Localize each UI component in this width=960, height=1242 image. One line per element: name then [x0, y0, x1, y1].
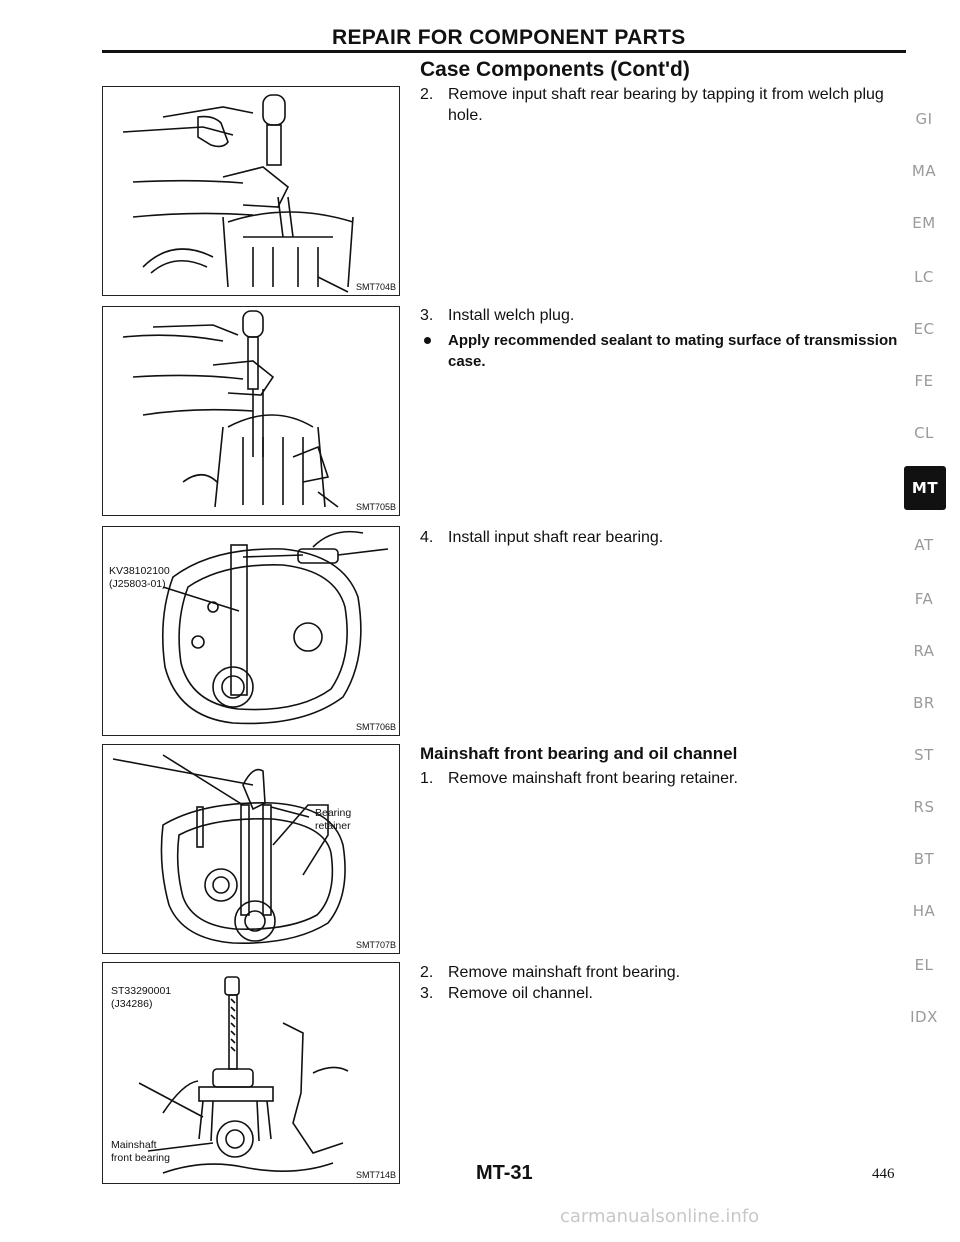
step-number: 4.	[420, 529, 434, 546]
tool-code: KV38102100	[109, 565, 170, 577]
bullet-text: Apply recommended sealant to mating surface of transmission case.	[448, 332, 898, 370]
tab-em[interactable]: EM	[912, 214, 936, 232]
tab-el[interactable]: EL	[914, 956, 934, 974]
tab-ec[interactable]: EC	[913, 320, 935, 338]
tab-idx[interactable]: IDX	[910, 1008, 938, 1026]
step-3	[420, 305, 906, 326]
step-number: 1.	[420, 770, 434, 787]
part-label	[111, 1139, 170, 1165]
step-3-bullet	[420, 330, 906, 372]
label-line: front bearing	[111, 1152, 170, 1164]
tool-alt-code: (J25803-01)	[109, 578, 166, 590]
figure-code: SMT705B	[355, 502, 396, 512]
figure-code: SMT706B	[355, 722, 396, 732]
tab-fe[interactable]: FE	[914, 372, 934, 390]
bullet-icon	[424, 337, 431, 344]
tool-code-label	[109, 565, 170, 591]
step-4	[420, 527, 906, 548]
page-code: MT-31	[476, 1162, 533, 1184]
tab-mt[interactable]: MT	[904, 466, 946, 510]
hammer-tapping-illustration	[103, 87, 399, 295]
tab-bt[interactable]: BT	[913, 850, 935, 868]
step-2	[420, 84, 906, 126]
step-text: Remove mainshaft front bearing.	[448, 964, 681, 981]
tab-rs[interactable]: RS	[913, 798, 935, 816]
step-number: 2.	[420, 86, 434, 103]
figure-smt704b	[102, 86, 400, 296]
figure-code: SMT714B	[355, 1170, 396, 1180]
tab-lc[interactable]: LC	[914, 268, 934, 286]
watermark-url: carmanualsonline.info	[560, 1206, 760, 1227]
tab-cl[interactable]: CL	[914, 424, 934, 442]
step-text: Remove mainshaft front bearing retainer.	[448, 770, 738, 787]
tab-ha[interactable]: HA	[912, 902, 936, 920]
label-line: Mainshaft	[111, 1139, 157, 1151]
tool-alt-code: (J34286)	[111, 998, 153, 1010]
figure-smt707b	[102, 744, 400, 954]
welch-plug-install-illustration	[103, 307, 399, 515]
tab-gi[interactable]: GI	[915, 110, 933, 128]
figure-smt706b	[102, 526, 400, 736]
tab-fa[interactable]: FA	[914, 590, 934, 608]
step-number: 3.	[420, 307, 434, 324]
tab-ma[interactable]: MA	[911, 162, 937, 180]
bearing-install-illustration	[103, 527, 399, 735]
tab-st[interactable]: ST	[914, 746, 934, 764]
part-label	[315, 807, 351, 833]
figure-code: SMT707B	[355, 940, 396, 950]
mainshaft-step-2	[420, 962, 906, 983]
step-text: Install welch plug.	[448, 307, 575, 324]
step-text: Remove oil channel.	[448, 985, 593, 1002]
page-header-title: REPAIR FOR COMPONENT PARTS	[332, 26, 686, 49]
label-line: retainer	[315, 820, 351, 832]
figure-smt705b	[102, 306, 400, 516]
header-rule	[102, 50, 906, 53]
figure-code: SMT704B	[355, 282, 396, 292]
page-number: 446	[872, 1166, 895, 1182]
step-text: Install input shaft rear bearing.	[448, 529, 664, 546]
step-number: 3.	[420, 985, 434, 1002]
subsection-title: Mainshaft front bearing and oil channel	[420, 744, 738, 763]
step-text: Remove input shaft rear bearing by tapping it from welch plug hole.	[448, 86, 884, 124]
section-title: Case Components (Cont'd)	[420, 58, 690, 81]
step-number: 2.	[420, 964, 434, 981]
tab-ra[interactable]: RA	[913, 642, 935, 660]
figure-smt714b	[102, 962, 400, 1184]
tool-code-label	[111, 985, 171, 1011]
bearing-retainer-removal-illustration	[103, 745, 399, 953]
tool-code: ST33290001	[111, 985, 172, 997]
label-line: Bearing	[315, 807, 352, 819]
mainshaft-step-3	[420, 983, 906, 1004]
mainshaft-step-1	[420, 768, 906, 789]
tab-br[interactable]: BR	[913, 694, 935, 712]
tab-at[interactable]: AT	[914, 536, 934, 554]
